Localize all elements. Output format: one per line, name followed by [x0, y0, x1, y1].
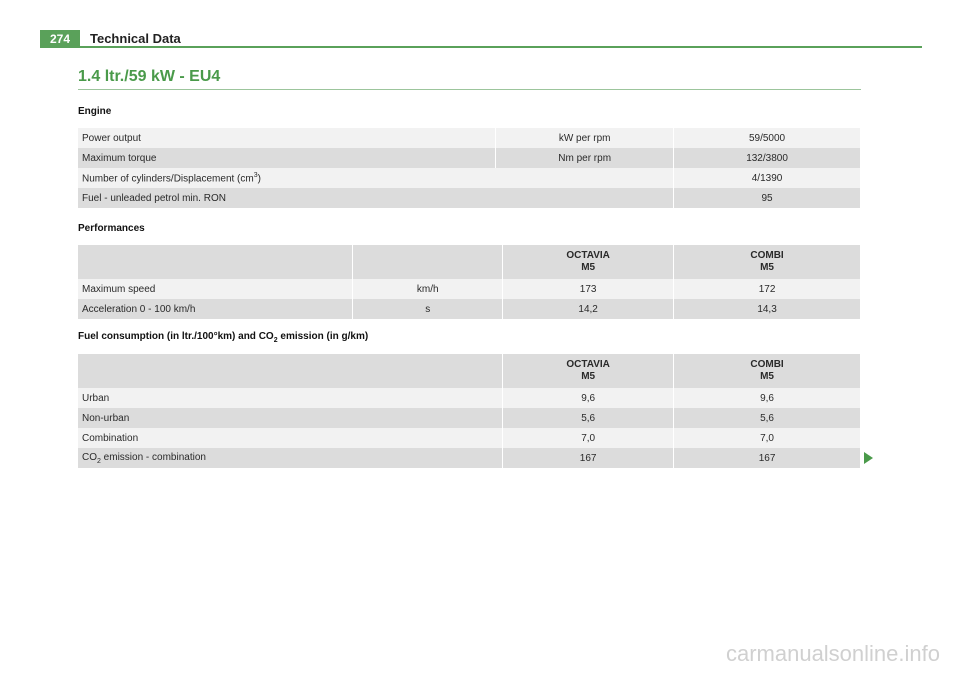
- row-value-combi: 14,3: [674, 299, 861, 319]
- row-label: Number of cylinders/Displacement $(cm^3)$: [78, 168, 674, 188]
- row-unit: km/h: [353, 279, 503, 299]
- page-number: 274: [40, 30, 80, 48]
- table-row: [78, 279, 861, 299]
- table-row: [78, 388, 861, 408]
- performances-table: [78, 245, 861, 319]
- column-header-combi: COMBI M5: [674, 354, 861, 388]
- row-label: Power output: [78, 128, 496, 148]
- table-row: [78, 128, 861, 148]
- table-row: [78, 448, 861, 468]
- row-unit: kW per rpm: [496, 128, 674, 148]
- table-row: [78, 299, 861, 319]
- row-value-octavia: 14,2: [503, 299, 674, 319]
- column-header-octavia: OCTAVIA M5: [503, 354, 674, 388]
- row-label: Combination: [78, 428, 503, 448]
- header-rule: [40, 46, 922, 48]
- table-row: [78, 408, 861, 428]
- row-value-combi: 5,6: [674, 408, 861, 428]
- table-header-row: [78, 245, 861, 279]
- page-header-title: Technical Data: [90, 31, 181, 46]
- row-label: $CO_2$ emission - combination: [78, 448, 503, 468]
- row-value: 132/3800: [674, 148, 861, 168]
- row-value: 95: [674, 188, 861, 208]
- row-value-combi: 167: [674, 448, 861, 468]
- column-header-combi: COMBI M5: [674, 245, 861, 279]
- table-row: [78, 428, 861, 448]
- table-header-row: [78, 354, 861, 388]
- row-unit: s: [353, 299, 503, 319]
- row-label: Maximum speed: [78, 279, 353, 299]
- row-value: 4/1390: [674, 168, 861, 188]
- table-row: [78, 148, 861, 168]
- row-label: Fuel - unleaded petrol min. RON: [78, 188, 674, 208]
- row-label: Maximum torque: [78, 148, 496, 168]
- table-row: [78, 168, 861, 188]
- row-value-combi: 7,0: [674, 428, 861, 448]
- next-page-arrow-icon[interactable]: [864, 452, 873, 464]
- column-header-octavia: OCTAVIA M5: [503, 245, 674, 279]
- fuel-table: [78, 354, 861, 468]
- fuel-heading: Fuel consumption (in ltr./100°km) and $CO_2$ emission (in g/km): [78, 331, 369, 344]
- performances-heading: Performances: [78, 223, 145, 234]
- row-label: Non-urban: [78, 408, 503, 428]
- row-label: Acceleration 0 - 100 km/h: [78, 299, 353, 319]
- row-value-combi: 172: [674, 279, 861, 299]
- watermark: carmanualsonline.info: [725, 641, 940, 666]
- row-value-octavia: 9,6: [503, 388, 674, 408]
- row-label: Urban: [78, 388, 503, 408]
- row-value: 59/5000: [674, 128, 861, 148]
- engine-heading: Engine: [78, 106, 112, 117]
- section-rule: [78, 89, 861, 90]
- row-unit: Nm per rpm: [496, 148, 674, 168]
- row-value-octavia: 173: [503, 279, 674, 299]
- row-value-octavia: 167: [503, 448, 674, 468]
- section-title: 1.4 ltr./59 kW - EU4: [78, 68, 221, 85]
- table-row: [78, 188, 861, 208]
- engine-table: [78, 128, 861, 208]
- row-value-octavia: 5,6: [503, 408, 674, 428]
- row-value-octavia: 7,0: [503, 428, 674, 448]
- row-value-combi: 9,6: [674, 388, 861, 408]
